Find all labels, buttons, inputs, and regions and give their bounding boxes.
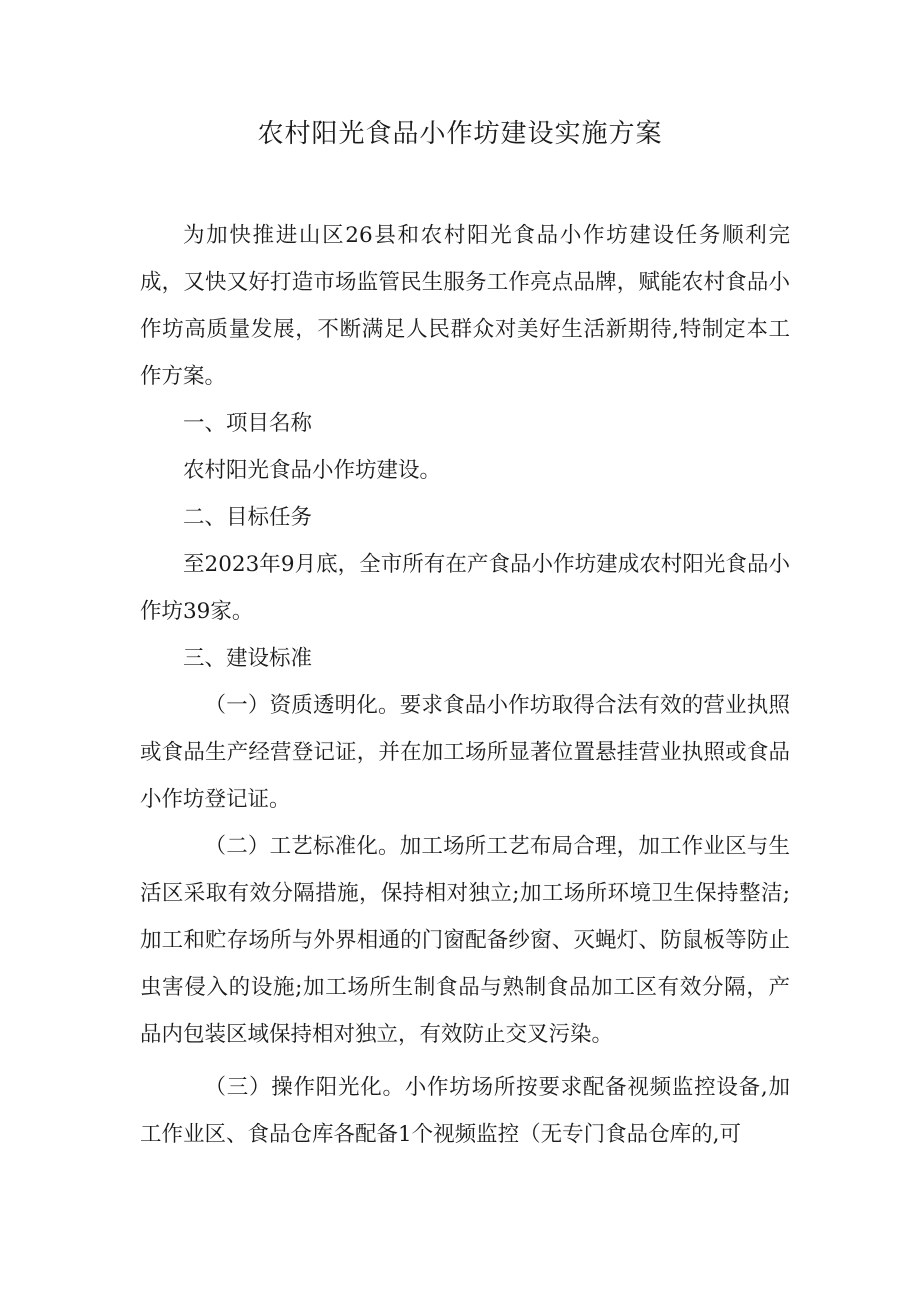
document-title: 农村阳光食品小作坊建设实施方案 [257, 119, 663, 149]
standard-item-qualification: （一）资质透明化。要求食品小作坊取得合法有效的营业执照或食品生产经营登记证，并在加工场所显著位置悬挂营业执照或食品小作坊登记证。 [140, 693, 790, 812]
section-heading-goals: 二、目标任务 [183, 505, 313, 530]
standard-item-process: （二）工艺标准化。加工场所工艺布局合理，加工作业区与生活区采取有效分隔措施，保持相对独立;加工场所环境卫生保持整洁;加工和贮存场所与外界相通的门窗配备纱窗、灭蝇灯、防鼠板等防止虫害侵入的设施;加工场所生制食品与熟制食品加工区有效分隔，产品内包装区域保持相对独立，有效防止交叉污染。 [140, 834, 790, 1047]
project-name-paragraph: 农村阳光食品小作坊建设。 [183, 458, 442, 483]
intro-paragraph: 为加快推进山区26县和农村阳光食品小作坊建设任务顺利完成，又快又好打造市场监管民生服务工作亮点品牌，赋能农村食品小作坊高质量发展，不断满足人民群众对美好生活新期待,特制定本工作方案。 [140, 223, 790, 389]
goals-paragraph: 至2023年9月底，全市所有在产食品小作坊建成农村阳光食品小作坊39家。 [140, 552, 790, 624]
standard-item-operation: （三）操作阳光化。小作坊场所按要求配备视频监控设备,加工作业区、食品仓库各配备1个视频监控（无专门食品仓库的,可 [140, 1075, 790, 1147]
section-heading-standards: 三、建设标准 [183, 646, 313, 671]
document-body [140, 212, 790, 1158]
section-heading-project-name: 一、项目名称 [183, 411, 313, 436]
